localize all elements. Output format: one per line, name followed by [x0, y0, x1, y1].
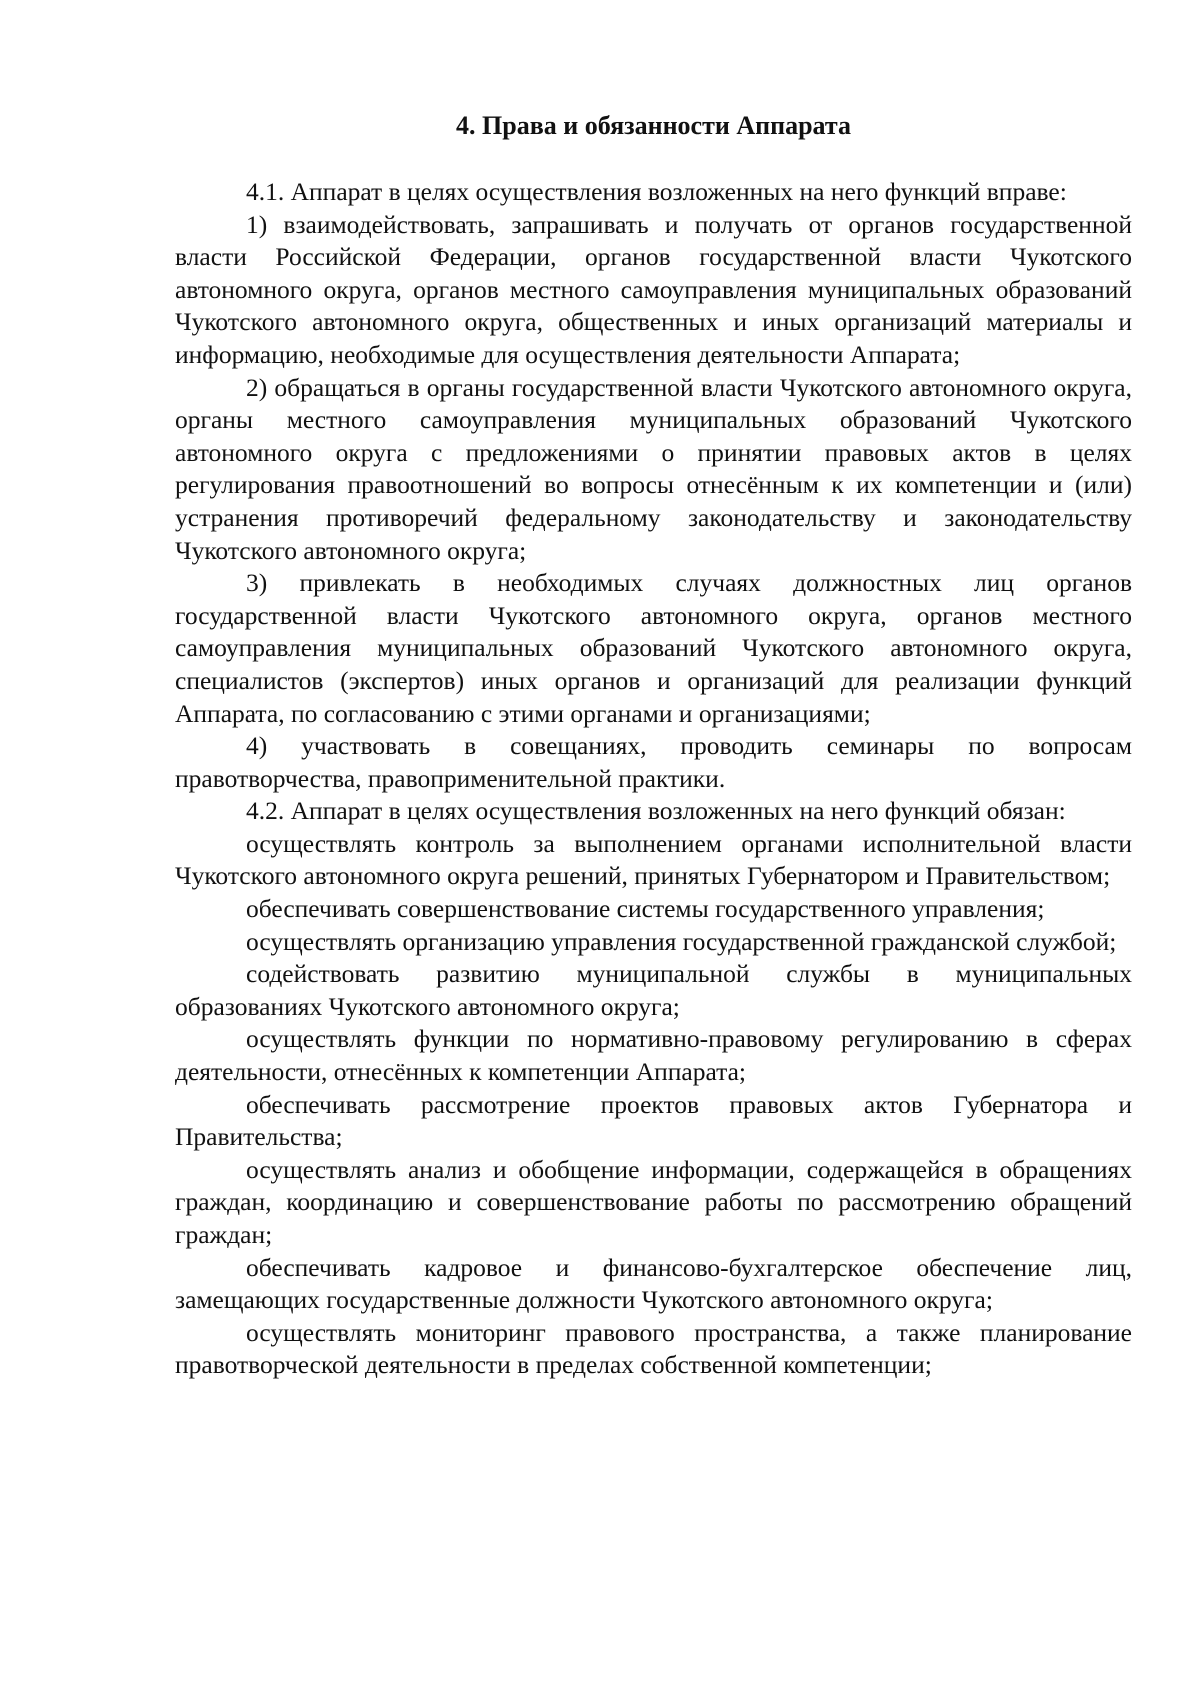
paragraph-duty-9: осуществлять мониторинг правового пространства, а также планирование правотворческой деятельности в пределах собственной компетенции;	[175, 1317, 1132, 1380]
paragraph-4-1-intro: 4.1. Аппарат в целях осуществления возложенных на него функций вправе:	[246, 177, 1067, 206]
paragraph-right-1: 1) взаимодействовать, запрашивать и получать от органов государственной власти Российской Федерации, органов государственной власти Чукотского автономного округа, органов местного самоуправления муниципальных образований Чукотского автономного округа, общественных и иных организаций материалы и информацию, необходимые для осуществления деятельности Аппарата;	[175, 209, 1132, 369]
paragraph-duty-4: содействовать развитию муниципальной службы в муниципальных образованиях Чукотского автономного округа;	[175, 959, 1132, 1021]
paragraph-duty-6: обеспечивать рассмотрение проектов правовых актов Губернатора и Правительства;	[175, 1089, 1132, 1152]
section-heading: 4. Права и обязанности Аппарата	[456, 111, 851, 140]
paragraph-right-4: 4) участвовать в совещаниях, проводить семинары по вопросам правотворчества, правоприменительной практики.	[175, 731, 1132, 793]
paragraph-duty-1: осуществлять контроль за выполнением органами исполнительной власти Чукотского автономного округа решений, принятых Губернатором и Правительством;	[175, 828, 1132, 891]
paragraph-4-2-intro: 4.2. Аппарат в целях осуществления возложенных на него функций обязан:	[246, 796, 1066, 826]
paragraph-duty-7: осуществлять анализ и обобщение информации, содержащейся в обращениях граждан, координацию и совершенствование работы по рассмотрению обращений граждан;	[175, 1154, 1132, 1249]
document-page	[175, 110, 1132, 1382]
paragraph-duty-2: обеспечивать совершенствование системы государственного управления;	[246, 894, 1045, 924]
paragraph-right-3: 3) привлекать в необходимых случаях должностных лиц органов государственной власти Чукотского автономного округа, органов местного самоуправления муниципальных образований Чукотского автономного округа, специалистов (экспертов) иных органов и организаций для реализации функций Аппарата, по согласованию с этими органами и организациями;	[175, 568, 1132, 728]
paragraph-duty-3: осуществлять организацию управления государственной гражданской службой;	[246, 926, 1117, 956]
paragraph-duty-8: обеспечивать кадровое и финансово-бухгалтерское обеспечение лиц, замещающих государственные должности Чукотского автономного округа;	[175, 1252, 1132, 1315]
paragraph-duty-5: осуществлять функции по нормативно-правовому регулированию в сферах деятельности, отнесённых к компетенции Аппарата;	[175, 1024, 1132, 1087]
paragraph-right-2: 2) обращаться в органы государственной власти Чукотского автономного округа, органы местного самоуправления муниципальных образований Чукотского автономного округа с предложениями о принятии правовых актов в целях регулирования правоотношений во вопросы отнесённым к их компетенции и (или) устранения противоречий федеральному законодательству и законодательству Чукотского автономного округа;	[175, 372, 1132, 565]
